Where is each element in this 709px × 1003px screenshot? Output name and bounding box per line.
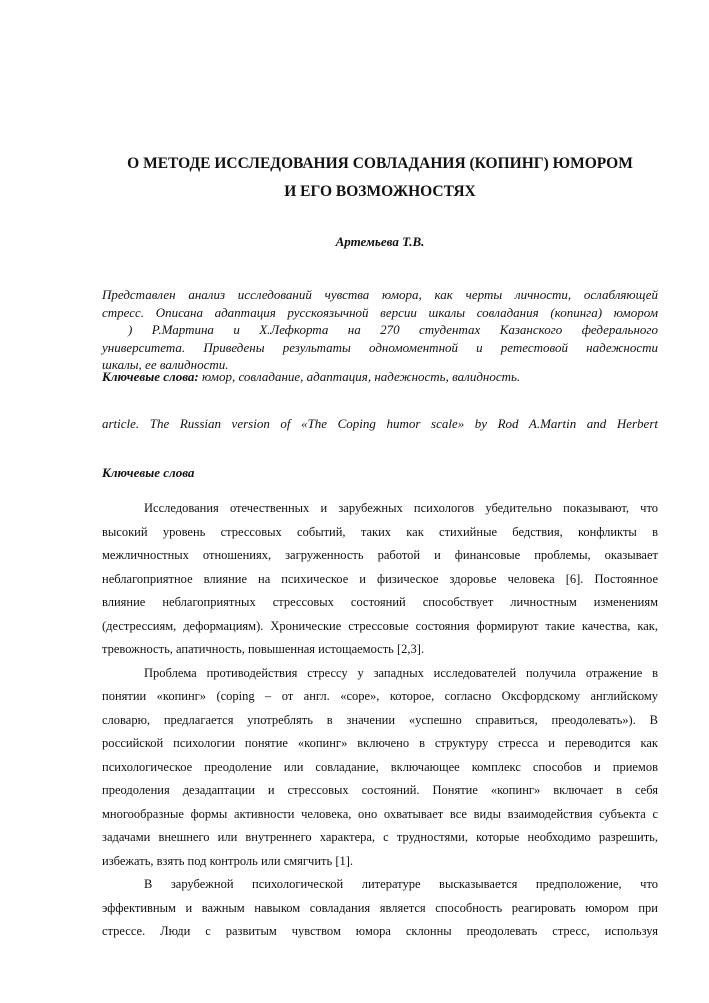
paper-title: [102, 150, 658, 206]
body-line: неблагоприятное влияние на психическое и физическое здоровье человека [6]. Постоянное: [102, 571, 658, 586]
body-line: тревожность, апатичность, повышенная истощаемость [2,3].: [102, 642, 425, 656]
body-line: влияние неблагоприятных стрессовых состояний способствует личностным изменениям: [102, 595, 658, 609]
abstract: [102, 286, 658, 374]
title-line-2: И ЕГО ВОЗМОЖНОСТЯХ: [284, 183, 476, 200]
keywords-line: [102, 369, 658, 385]
body-line: психологическое преодоление или совладание, включающее комплекс способов и приемов: [102, 759, 658, 774]
body-line: высокий уровень стрессовых событий, таких как стихийные бедствия, конфликты в: [102, 524, 658, 539]
body-line: преодоления дезадаптации и стрессовых состояний. Понятие «копинг» включает в себя: [102, 783, 658, 797]
body-line: Исследования отечественных и зарубежных психологов убедительно показывают, что: [144, 501, 658, 515]
body-text: [102, 497, 658, 944]
keywords-heading: Ключевые слова: [102, 465, 195, 480]
keywords-text: юмор, совладание, адаптация, надежность, валидность.: [198, 369, 521, 384]
abstract-line: университета. Приведены результаты одномоментной и ретестовой надежности: [102, 339, 658, 355]
body-line: межличностных отношениях, загруженность работой и финансовые проблемы, оказывает: [102, 548, 658, 562]
abstract-line: ) Р.Мартина и Х.Лефкорта на 270 студентах Казанского федерального: [128, 322, 658, 337]
body-line: стрессе. Люди с развитым чувством юмора склонны преодолевать стресс, используя: [102, 924, 658, 938]
body-line: В зарубежной психологической литературе высказывается предположение, что: [144, 877, 658, 891]
body-line: Проблема противодействия стрессу у западных исследователей получила отражение в: [144, 665, 658, 680]
body-line: (дестрессиям, деформациям). Хронические стрессовые состояния формируют такие качества, как,: [102, 618, 658, 633]
author-name: Артемьева Т.В.: [335, 234, 425, 249]
body-line: эффективным и важным навыком совладания является способность реагировать юмором при: [102, 900, 658, 915]
abstract-line: шкалы, ее валидности.: [102, 357, 229, 372]
body-line: понятии «копинг» (coping – от англ. «cope», которое, согласно Оксфордскому английскому: [102, 689, 658, 703]
body-line: российской психологии понятие «копинг» включено в структуру стресса и переводится как: [102, 736, 658, 750]
title-line-1: О МЕТОДЕ ИССЛЕДОВАНИЯ СОВЛАДАНИЯ (КОПИНГ) ЮМОРОМ: [127, 155, 633, 172]
english-abstract-line: article. The Russian version of «The Coping humor scale» by Rod A.Martin and Herbert: [102, 416, 658, 431]
keywords-label: Ключевые слова:: [102, 369, 199, 384]
body-line: задачами внешнего или внутреннего характера, с трудностями, которые необходимо разрешить,: [102, 830, 658, 844]
abstract-line: стресс. Описана адаптация русскоязычной версии шкалы совладания (копинга) юмором: [102, 304, 658, 320]
body-line: избежать, взять под контроль или смягчить [1].: [102, 853, 354, 868]
body-line: словарю, предлагается употреблять в значении «успешно справиться, преодолевать»). В: [102, 712, 658, 727]
body-line: многообразные формы активности человека, оно охватывает все виды взаимодействия субъекта с: [102, 806, 658, 821]
abstract-line: Представлен анализ исследований чувства юмора, как черты личности, ослабляющей: [102, 287, 658, 302]
